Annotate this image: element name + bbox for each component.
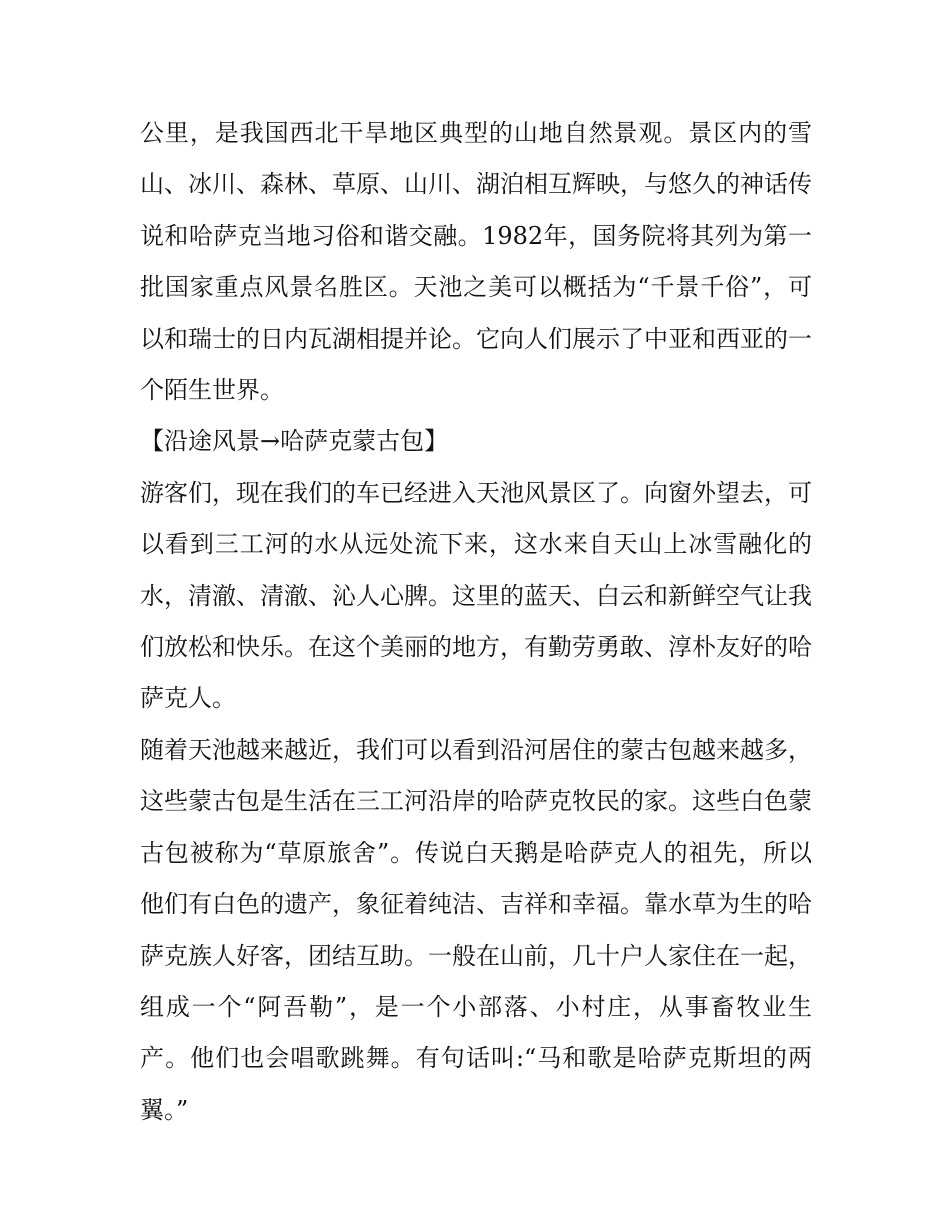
paragraph-scenery-en-route: 游客们，现在我们的车已经进入天池风景区了。向窗外望去，可以看到三工河的水从远处流下来，这水来自天山上冰雪融化的水，清澈、清澈、沁人心脾。这里的蓝天、白云和新鲜空气让我们放松和快乐。在这个美丽的地方，有勤劳勇敢、淳朴友好的哈萨克人。 [140,478,812,713]
paragraph-tianchi-intro: 公里，是我国西北干旱地区典型的山地自然景观。景区内的雪山、冰川、森林、草原、山川、湖泊相互辉映，与悠久的神话传说和哈萨克当地习俗和谐交融。1982年，国务院将其列为第一批国家重点风景名胜区。天池之美可以概括为“千景千俗”，可以和瑞士的日内瓦湖相提并论。它向人们展示了中亚和西亚的一个陌生世界。 [140,119,812,405]
document-body [140,108,812,1136]
paragraph-kazakh-yurts: 随着天池越来越近，我们可以看到沿河居住的蒙古包越来越多，这些蒙古包是生活在三工河沿岸的哈萨克牧民的家。这些白色蒙古包被称为“草原旅舍”。传说白天鹅是哈萨克人的祖先，所以他们有白色的遗产，象征着纯洁、吉祥和幸福。靠水草为生的哈萨克族人好客，团结互助。一般在山前，几十户人家住在一起，组成一个“阿吾勒”，是一个小部落、小村庄，从事畜牧业生产。他们也会唱歌跳舞。有句话叫:“马和歌是哈萨克斯坦的两翼。” [140,735,812,1124]
section-heading-kazakh-yurt: 【沿途风景→哈萨克蒙古包】 [140,427,449,456]
